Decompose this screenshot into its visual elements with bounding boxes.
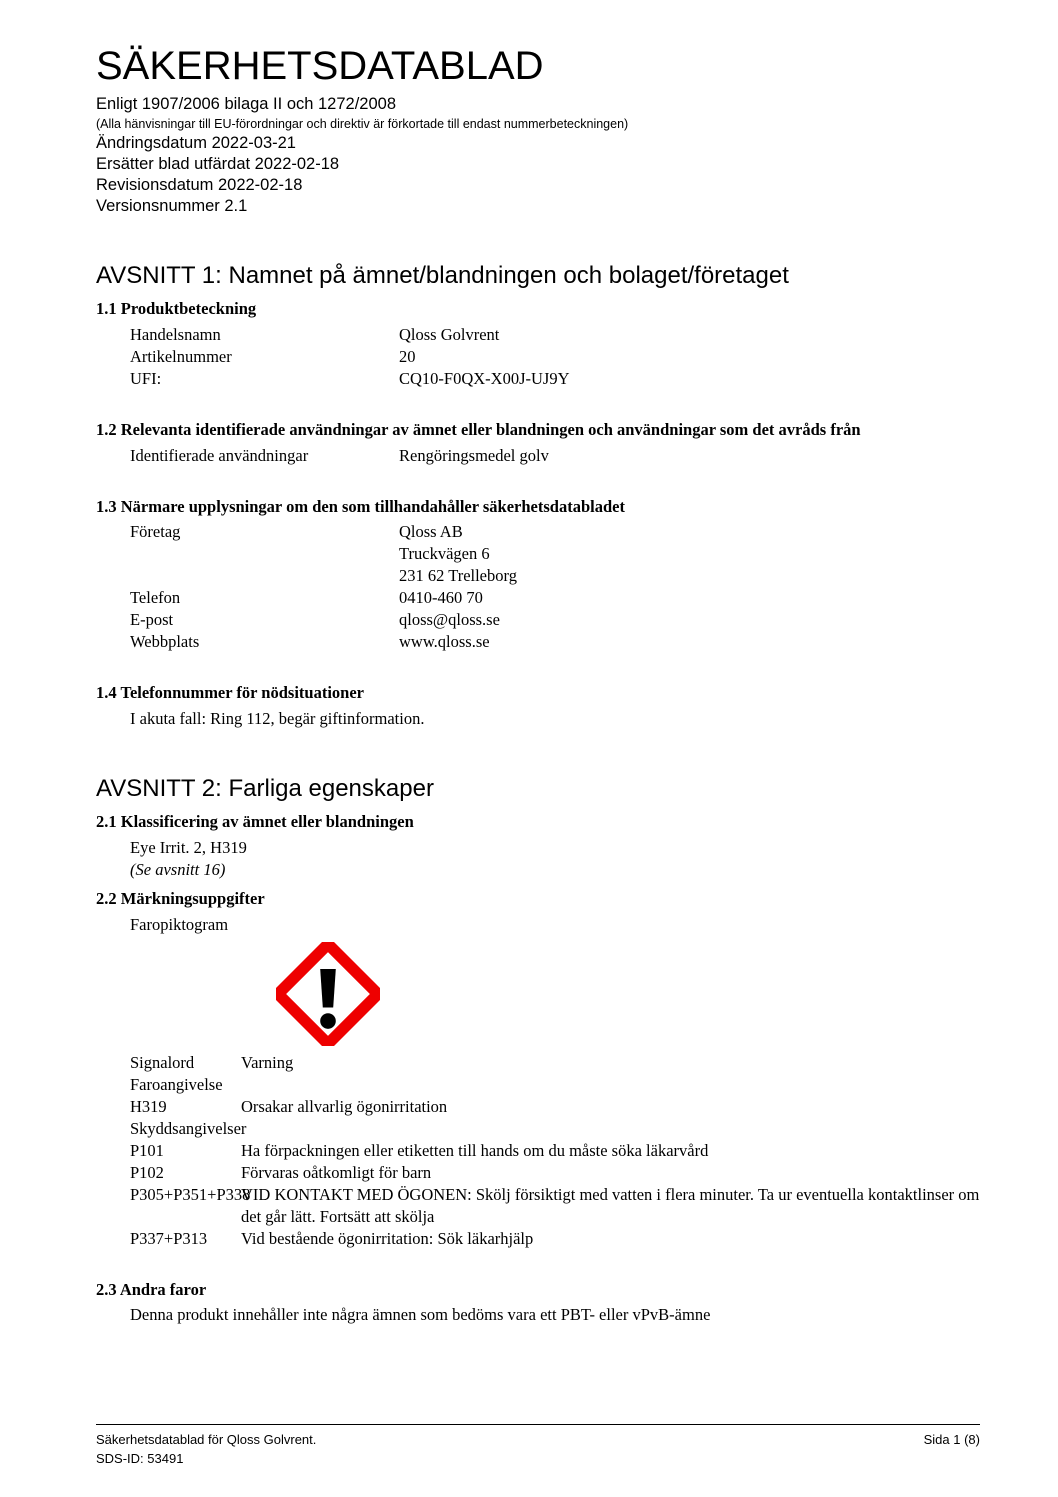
section-2-heading: AVSNITT 2: Farliga egenskaper [96, 774, 434, 802]
row-label: UFI: [130, 369, 162, 389]
pictogram-label: Faropiktogram [130, 914, 229, 934]
footer-page-number: Sida 1 (8) [923, 1432, 980, 1447]
row-label: P102 [130, 1162, 164, 1182]
table-row [96, 445, 980, 467]
row-value: 20 [399, 347, 416, 367]
section-2-3-heading: 2.3 Andra faror [96, 1279, 207, 1299]
section-2-1-heading: 2.1 Klassificering av ämnet eller blandningen [96, 812, 414, 832]
row-label: Telefon [130, 588, 181, 608]
header-change-date: Ändringsdatum 2022-03-21 [96, 134, 296, 152]
table-row [96, 324, 980, 346]
table-row [96, 1162, 980, 1184]
page-footer [96, 1424, 980, 1468]
section-1-2-heading: 1.2 Relevanta identifierade användningar av ämnet eller blandningen och användningar som det avråds från [96, 420, 861, 440]
ghs07-exclamation-mark-icon [276, 942, 380, 1046]
footer-sds-id: SDS-ID: 53491 [96, 1451, 184, 1466]
table-row [96, 631, 980, 653]
row-value: 0410-460 70 [399, 588, 483, 608]
row-value: VID KONTAKT MED ÖGONEN: Skölj försiktigt med vatten i flera minuter. Ta ur eventuella kontaktlinser om det går lätt. Fortsätt att skölja [241, 1184, 980, 1226]
row-label: P305+P351+P338 [130, 1184, 251, 1204]
emergency-phone-text: I akuta fall: Ring 112, begär giftinformation. [130, 708, 425, 728]
footer-document-title: Säkerhetsdatablad för Qloss Golvrent. [96, 1432, 317, 1447]
row-label: E-post [130, 610, 174, 630]
row-label: Webbplats [130, 632, 200, 652]
table-row [96, 1228, 980, 1250]
table-row [96, 1074, 980, 1096]
row-label: Faroangivelse [130, 1074, 223, 1094]
section-1-4-heading: 1.4 Telefonnummer för nödsituationer [96, 683, 364, 703]
section-1-3-heading: 1.3 Närmare upplysningar om den som tillhandahåller säkerhetsdatabladet [96, 496, 625, 516]
row-value: Qloss AB [399, 522, 463, 542]
row-value: Vid bestående ögonirritation: Sök läkarhjälp [241, 1228, 534, 1248]
row-value: 231 62 Trelleborg [399, 566, 517, 586]
table-row [96, 1118, 980, 1140]
table-row [96, 1184, 980, 1228]
footer-divider [96, 1424, 980, 1425]
section-2-2-heading: 2.2 Märkningsuppgifter [96, 888, 265, 908]
row-value: Rengöringsmedel golv [399, 445, 549, 465]
row-value: Förvaras oåtkomligt för barn [241, 1162, 432, 1182]
row-value: Qloss Golvrent [399, 325, 500, 345]
header-note: (Alla hänvisningar till EU-förordningar och direktiv är förkortade till endast nummerbeteckningen) [96, 117, 629, 131]
table-row [96, 521, 980, 543]
row-label: P337+P313 [130, 1228, 208, 1248]
header-revision-date: Revisionsdatum 2022-02-18 [96, 176, 303, 194]
table-row [96, 346, 980, 368]
row-value: CQ10-F0QX-X00J-UJ9Y [399, 369, 570, 389]
table-row [96, 1096, 980, 1118]
header-version-number: Versionsnummer 2.1 [96, 197, 248, 215]
row-value-website: www.qloss.se [399, 632, 490, 652]
row-label: Företag [130, 522, 181, 542]
table-row [96, 543, 980, 565]
row-label: Handelsnamn [130, 325, 221, 345]
row-value: Ha förpackningen eller etiketten till hands om du måste söka läkarvård [241, 1140, 709, 1160]
row-value: Varning [241, 1052, 294, 1072]
row-label: Identifierade användningar [130, 445, 309, 465]
table-row [96, 1140, 980, 1162]
table-row [96, 565, 980, 587]
table-row [96, 609, 980, 631]
row-label: Skyddsangivelser [130, 1118, 247, 1138]
document-content [96, 46, 980, 1326]
table-row [96, 1052, 980, 1074]
row-value-email: qloss@qloss.se [399, 610, 500, 630]
row-label: Artikelnummer [130, 347, 232, 367]
row-label: H319 [130, 1096, 167, 1116]
document-title: SÄKERHETSDATABLAD [96, 44, 544, 88]
other-hazards-text: Denna produkt innehåller inte några ämnen som bedöms vara ett PBT- eller vPvB-ämne [130, 1305, 711, 1325]
row-value: Orsakar allvarlig ögonirritation [241, 1096, 448, 1116]
section-1-heading: AVSNITT 1: Namnet på ämnet/blandningen och bolaget/företaget [96, 262, 789, 289]
classification-reference: (Se avsnitt 16) [130, 859, 226, 879]
classification-text: Eye Irrit. 2, H319 [130, 837, 247, 857]
row-label: Signalord [130, 1052, 195, 1072]
pictogram-container [96, 936, 980, 1052]
row-label: P101 [130, 1140, 164, 1160]
footer-top-row [96, 1430, 980, 1449]
table-row [96, 368, 980, 390]
table-row [96, 587, 980, 609]
row-value: Truckvägen 6 [399, 544, 490, 564]
header-replaces-date: Ersätter blad utfärdat 2022-02-18 [96, 155, 340, 173]
header-regulation: Enligt 1907/2006 bilaga II och 1272/2008 [96, 95, 396, 113]
section-1-1-heading: 1.1 Produktbeteckning [96, 299, 257, 319]
